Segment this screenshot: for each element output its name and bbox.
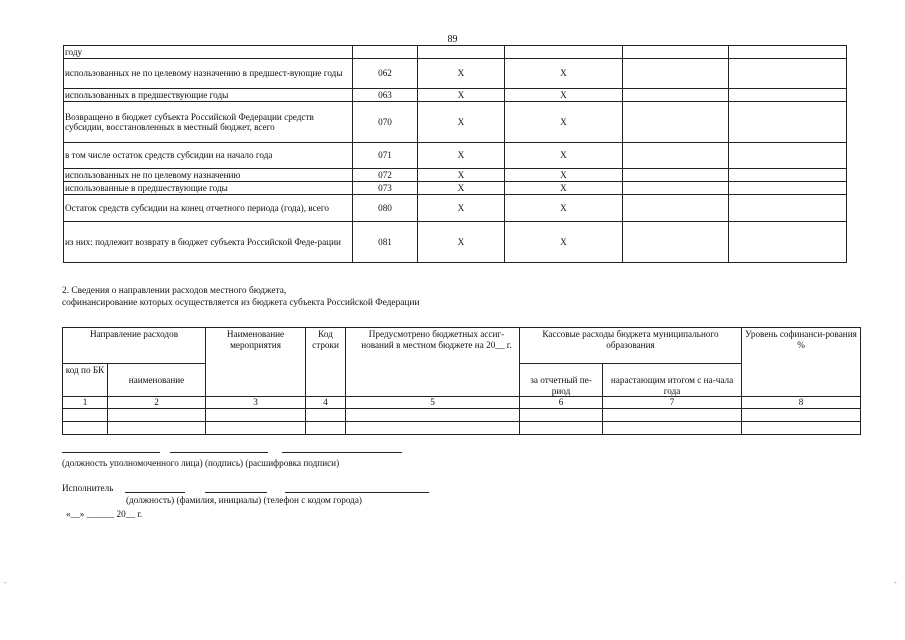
column-number: 7 xyxy=(603,397,742,409)
performer-phone-line xyxy=(285,492,429,493)
row-label: использованных не по целевому назначению xyxy=(64,169,353,182)
row-code: 080 xyxy=(353,195,418,222)
performer-label: Исполнитель xyxy=(62,483,114,493)
row-label: использованных не по целевому назначению в предшест-вующие годы xyxy=(64,59,353,89)
expense-table xyxy=(62,327,861,435)
header-code-bk: код по БК xyxy=(63,364,108,397)
signature-caption: (должность уполномоченного лица) (подпись) (расшифровка подписи) xyxy=(62,458,340,468)
row-cell xyxy=(729,143,847,169)
section-2-title-line2: софинансирование которых осуществляется из бюджета субъекта Российской Федерации xyxy=(62,298,420,308)
row-label: Остаток средств субсидии на конец отчетного периода (года), всего xyxy=(64,195,353,222)
section-2-title-line1: 2. Сведения о направлении расходов местного бюджета, xyxy=(62,286,287,296)
row-code: 073 xyxy=(353,182,418,195)
row-cell xyxy=(623,182,729,195)
row-code: 072 xyxy=(353,169,418,182)
row-code: 081 xyxy=(353,222,418,263)
performer-caption: (должность) (фамилия, инициалы) (телефон с кодом города) xyxy=(126,495,362,505)
row-code: 063 xyxy=(353,89,418,102)
header-name: наименование xyxy=(108,364,206,397)
row-cell xyxy=(729,182,847,195)
signature-name-line xyxy=(282,452,402,453)
row-cell xyxy=(418,46,505,59)
table-row xyxy=(64,195,847,222)
row-cell: X xyxy=(418,182,505,195)
table-row xyxy=(63,409,861,422)
signature-position-line xyxy=(62,452,160,453)
row-cell xyxy=(623,89,729,102)
page-number: 89 xyxy=(447,34,458,45)
table-row xyxy=(64,59,847,89)
row-cell: X xyxy=(505,222,623,263)
header-cash-expenses: Кассовые расходы бюджета муниципального образования xyxy=(520,328,742,364)
row-cell: X xyxy=(418,59,505,89)
table-row xyxy=(63,422,861,435)
row-cell xyxy=(623,143,729,169)
performer-name-line xyxy=(205,492,267,493)
row-label: из них: подлежит возврату в бюджет субъекта Российской Феде-рации xyxy=(64,222,353,263)
row-cell xyxy=(729,169,847,182)
row-cell xyxy=(729,89,847,102)
row-cell: X xyxy=(418,169,505,182)
row-cell: X xyxy=(505,89,623,102)
header-event-name: Наименование мероприятия xyxy=(206,328,306,397)
section-2-title xyxy=(62,285,420,309)
date-line: «__» ______ 20__ г. xyxy=(66,509,143,519)
row-cell: X xyxy=(505,195,623,222)
row-cell xyxy=(729,222,847,263)
row-label: Возвращено в бюджет субъекта Российской Федерации средств субсидии, восстановленных в местный бюджет, всего xyxy=(64,102,353,143)
row-cell xyxy=(729,46,847,59)
row-cell xyxy=(729,195,847,222)
performer-position-line xyxy=(125,492,185,493)
table-row xyxy=(64,182,847,195)
row-label: использованные в предшествующие годы xyxy=(64,182,353,195)
header-line-code: Код строки xyxy=(306,328,346,397)
row-cell: X xyxy=(505,169,623,182)
table-row xyxy=(64,222,847,263)
column-number: 6 xyxy=(520,397,603,409)
table-row xyxy=(64,89,847,102)
row-cell: X xyxy=(418,195,505,222)
row-cell: X xyxy=(418,143,505,169)
row-cell: X xyxy=(505,143,623,169)
column-number: 2 xyxy=(108,397,206,409)
column-number: 1 xyxy=(63,397,108,409)
header-reporting-period: за отчетный пе-риод xyxy=(520,364,603,397)
row-cell xyxy=(623,169,729,182)
row-cell: X xyxy=(418,222,505,263)
header-direction: Направление расходов xyxy=(63,328,206,364)
row-label: использованных в предшествующие годы xyxy=(64,89,353,102)
row-code: 070 xyxy=(353,102,418,143)
row-code: 071 xyxy=(353,143,418,169)
column-number: 3 xyxy=(206,397,306,409)
column-number: 4 xyxy=(306,397,346,409)
row-cell: X xyxy=(418,102,505,143)
row-cell xyxy=(623,222,729,263)
table-row xyxy=(64,169,847,182)
row-label: году xyxy=(64,46,353,59)
row-cell xyxy=(729,102,847,143)
column-number: 8 xyxy=(742,397,861,409)
row-cell: X xyxy=(505,59,623,89)
row-cell xyxy=(623,46,729,59)
row-cell xyxy=(623,59,729,89)
row-label: в том числе остаток средств субсидии на начало года xyxy=(64,143,353,169)
header-cofinance-level: Уровень софинанси-рования % xyxy=(742,328,861,397)
column-number: 5 xyxy=(346,397,520,409)
row-cell xyxy=(623,102,729,143)
row-cell: X xyxy=(505,182,623,195)
header-planned: Предусмотрено бюджетных ассиг-нований в местном бюджете на 20__ г. xyxy=(346,328,520,397)
row-cell: X xyxy=(505,102,623,143)
header-cumulative: нарастающим итогом с на-чала года xyxy=(603,364,742,397)
table-row xyxy=(64,143,847,169)
row-code: 062 xyxy=(353,59,418,89)
row-cell xyxy=(623,195,729,222)
table-row xyxy=(64,102,847,143)
row-cell: X xyxy=(418,89,505,102)
row-code xyxy=(353,46,418,59)
report-table xyxy=(63,45,847,263)
row-cell xyxy=(505,46,623,59)
row-cell xyxy=(729,59,847,89)
scan-edge-mark: - xyxy=(894,578,897,587)
table-row xyxy=(64,46,847,59)
signature-sign-line xyxy=(170,452,268,453)
scan-edge-mark: - xyxy=(4,578,7,587)
